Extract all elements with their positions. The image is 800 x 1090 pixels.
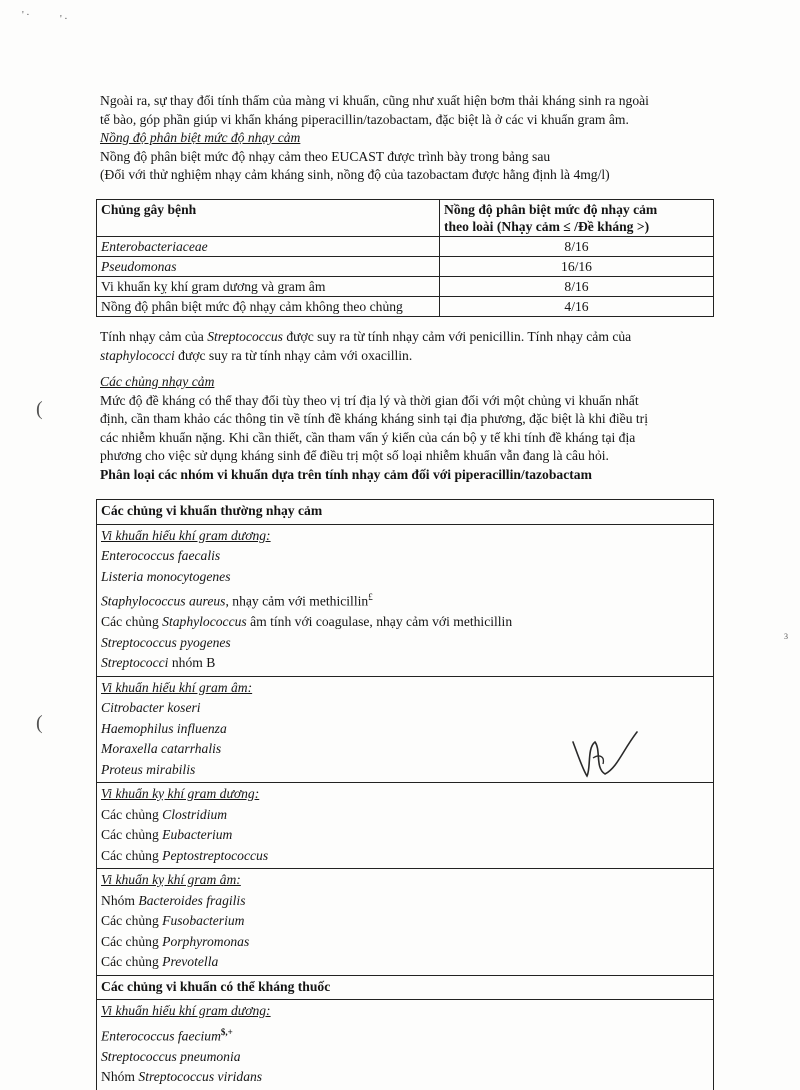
susceptible-heading: Các chủng nhạy cảm bbox=[100, 374, 215, 389]
intro-line: Ngoài ra, sự thay đổi tính thấm của màng vi khuẩn, cũng như xuất hiện bơm thải kháng sinh ra ngoài bbox=[100, 93, 649, 108]
organism-item: Streptococcus pneumonia bbox=[101, 1048, 241, 1064]
classification-table-title: Phân loại các nhóm vi khuẩn dựa trên tính nhạy cảm đối với piperacillin/tazobactam bbox=[100, 466, 592, 482]
organism-item bbox=[101, 1022, 709, 1047]
inference-line bbox=[100, 347, 730, 366]
organism-item: Streptococcus pyogenes bbox=[101, 634, 231, 650]
organism-cell: Vi khuẩn kỵ khí gram dương và gram âm bbox=[97, 277, 440, 297]
breakpoint-heading: Nồng độ phân biệt mức độ nhạy cảm bbox=[100, 130, 301, 145]
group-title: Vi khuẩn kỵ khí gram dương: bbox=[101, 786, 260, 802]
group-anaerobic-gram-negative bbox=[97, 869, 714, 976]
table-row bbox=[97, 297, 714, 317]
group-aerobic-gram-positive bbox=[97, 524, 714, 676]
value-cell: 8/16 bbox=[440, 277, 714, 297]
organism-item bbox=[101, 1067, 709, 1088]
text-run: Staphylococcus bbox=[162, 614, 247, 630]
table-header-row bbox=[97, 200, 714, 237]
organism-item bbox=[101, 825, 709, 846]
text-run: Clostridium bbox=[162, 806, 228, 822]
group-anaerobic-gram-positive bbox=[97, 783, 714, 869]
organism-item bbox=[101, 653, 709, 674]
scan-speck: ' · bbox=[22, 10, 30, 21]
organism-item bbox=[101, 805, 709, 826]
text-run: Peptostreptococcus bbox=[162, 847, 269, 863]
header-cell-organism: Chủng gây bệnh bbox=[97, 200, 440, 237]
text-run: Tính nhạy cảm của bbox=[100, 329, 208, 344]
text-run: Các chủng bbox=[101, 806, 163, 822]
paragraph-line: định, cần tham khảo các thông tin về tính đề kháng kháng sinh tại địa phương, đặc biệt là khi điều trị bbox=[100, 411, 648, 426]
text-run: Streptococcus bbox=[207, 329, 283, 344]
intro-paragraph bbox=[100, 92, 730, 185]
text-run: Các chủng bbox=[101, 933, 163, 949]
breakpoint-table bbox=[96, 199, 714, 317]
group-title: Vi khuẩn hiếu khí gram dương: bbox=[101, 1003, 271, 1019]
organism-item bbox=[101, 952, 709, 973]
text-run: nhóm B bbox=[168, 655, 216, 671]
text-run: Bacteroides fragilis bbox=[138, 892, 246, 908]
organism-item bbox=[101, 932, 709, 953]
text-run: , nhạy cảm với methicillin bbox=[225, 593, 369, 609]
text-run: Các chủng bbox=[101, 614, 163, 630]
margin-bracket: ( bbox=[36, 712, 43, 734]
text-run: Các chủng bbox=[101, 913, 163, 929]
text-run: Các chủng bbox=[101, 954, 163, 970]
text-run: staphylococci bbox=[100, 347, 175, 363]
text-run: Staphylococcus aureus bbox=[101, 593, 226, 609]
footnote-mark: £ bbox=[368, 592, 373, 602]
inference-line bbox=[100, 328, 730, 347]
value-cell: 4/16 bbox=[440, 297, 714, 317]
handwritten-signature bbox=[565, 728, 645, 788]
resistant-header: Các chủng vi khuẩn có thể kháng thuốc bbox=[97, 975, 714, 1000]
organism-cell: Nồng độ phân biệt mức độ nhạy cảm không theo chủng bbox=[97, 297, 440, 317]
margin-mark: 3 bbox=[784, 632, 788, 641]
classification-table bbox=[96, 499, 714, 1090]
scan-speck: ' · bbox=[60, 14, 68, 25]
organism-item bbox=[101, 587, 709, 612]
header-cell-breakpoint bbox=[440, 200, 714, 237]
value-cell: 16/16 bbox=[440, 257, 714, 277]
susceptible-header: Các chủng vi khuẩn thường nhạy cảm bbox=[97, 500, 714, 525]
paragraph-line: Mức độ đề kháng có thể thay đổi tùy theo vị trí địa lý và thời gian đối với một chủng vi khuẩn nhất bbox=[100, 392, 639, 408]
breakpoint-line: (Đối với thử nghiệm nhạy cảm kháng sinh, nồng độ của tazobactam được hằng định là 4mg/l) bbox=[100, 167, 610, 182]
group-title: Vi khuẩn kỵ khí gram âm: bbox=[101, 872, 241, 888]
organism-item: Haemophilus influenza bbox=[101, 720, 227, 736]
susceptibility-text bbox=[100, 328, 730, 484]
text-run: Enterococcus faecium bbox=[101, 1028, 221, 1044]
table-row bbox=[97, 257, 714, 277]
text-run: được suy ra từ tính nhạy cảm với penicillin. Tính nhạy cảm của bbox=[282, 329, 632, 344]
organism-cell: Pseudomonas bbox=[97, 257, 440, 277]
table-row bbox=[97, 237, 714, 257]
organism-item bbox=[101, 612, 709, 633]
organism-item: Moraxella catarrhalis bbox=[101, 741, 222, 757]
organism-cell: Enterobacteriaceae bbox=[97, 237, 440, 257]
text-run: Các chủng bbox=[101, 847, 163, 863]
organism-item: Listeria monocytogenes bbox=[101, 568, 231, 584]
header-line: theo loài (Nhạy cảm ≤ /Đề kháng >) bbox=[444, 219, 650, 234]
text-run: âm tính với coagulase, nhạy cảm với methicillin bbox=[246, 614, 513, 630]
intro-line: tế bào, góp phần giúp vi khẩn kháng piperacillin/tazobactam, đặc biệt là ở các vi khuẩn gram âm. bbox=[100, 111, 629, 127]
table-row bbox=[97, 277, 714, 297]
text-run: Streptococci bbox=[101, 655, 169, 671]
organism-item bbox=[101, 891, 709, 912]
breakpoint-line: Nồng độ phân biệt mức độ nhạy cảm theo EUCAST được trình bày trong bảng sau bbox=[100, 148, 551, 164]
organism-item: Citrobacter koseri bbox=[101, 700, 201, 716]
text-run: được suy ra từ tính nhạy cảm với oxacillin. bbox=[174, 347, 413, 363]
text-run: Eubacterium bbox=[162, 827, 233, 843]
group-title: Vi khuẩn hiếu khí gram âm: bbox=[101, 679, 253, 695]
organism-item: Proteus mirabilis bbox=[101, 761, 196, 777]
organism-item bbox=[101, 846, 709, 867]
organism-item: Enterococcus faecalis bbox=[101, 548, 221, 563]
text-run: Nhóm bbox=[101, 1069, 139, 1085]
header-line: Nồng độ phân biệt mức độ nhạy cảm bbox=[444, 202, 658, 217]
text-run: Nhóm bbox=[101, 892, 139, 908]
organism-item bbox=[101, 911, 709, 932]
text-run: Prevotella bbox=[162, 954, 219, 970]
text-run: Fusobacterium bbox=[162, 913, 245, 929]
text-run: Porphyromonas bbox=[162, 933, 250, 949]
paragraph-line: các nhiễm khuẩn nặng. Khi cần thiết, cần tham vấn ý kiến của cán bộ y tế khi tính đề kháng tại địa bbox=[100, 429, 636, 445]
group-resistant-aerobic-gram-positive bbox=[97, 1000, 714, 1090]
paragraph-line: phương cho việc sử dụng kháng sinh để điều trị một số loại nhiễm khuẩn vẫn đang là câu hỏi. bbox=[100, 448, 609, 463]
text-run: Các chủng bbox=[101, 827, 163, 843]
margin-bracket: ( bbox=[36, 398, 43, 420]
group-title: Vi khuẩn hiếu khí gram dương: bbox=[101, 527, 271, 543]
text-run: Streptococcus viridans bbox=[138, 1069, 263, 1085]
footnote-mark: $,+ bbox=[220, 1026, 233, 1037]
value-cell: 8/16 bbox=[440, 237, 714, 257]
spacer bbox=[100, 365, 730, 373]
